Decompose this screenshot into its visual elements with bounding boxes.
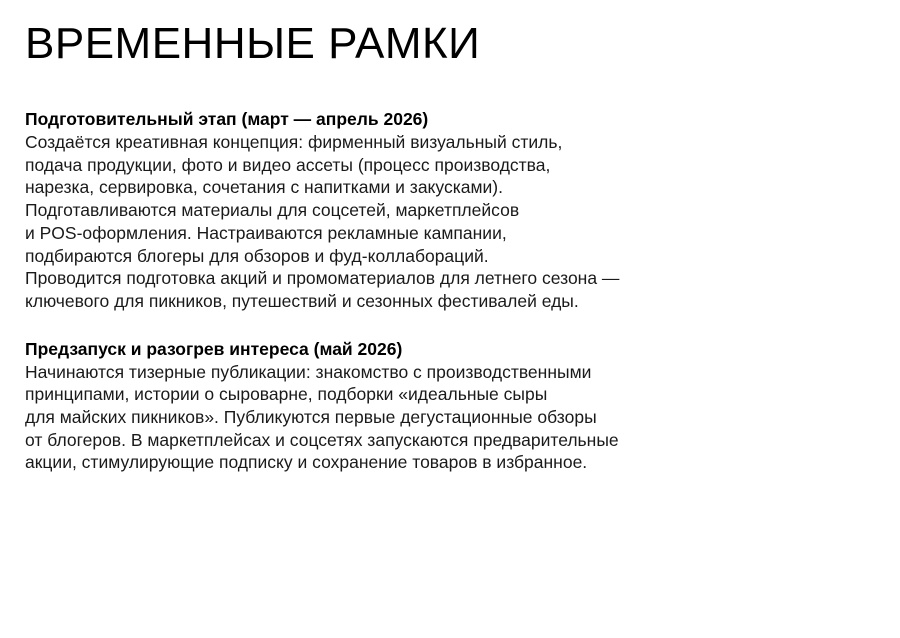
- section-prelaunch: [25, 338, 885, 475]
- section-heading: Предзапуск и разогрев интереса (май 2026): [25, 338, 403, 359]
- paragraph-line: Подготавливаются материалы для соцсетей, маркетплейсов: [25, 200, 520, 221]
- paragraph-line: и POS-оформления. Настраиваются рекламные кампании,: [25, 222, 507, 243]
- paragraph-line: Начинаются тизерные публикации: знакомство с производственными: [25, 361, 592, 382]
- paragraph-line: для майских пикников». Публикуются первые дегустационные обзоры: [25, 407, 597, 428]
- section-heading: Подготовительный этап (март — апрель 2026): [25, 109, 429, 129]
- paragraph-line: акции, стимулирующие подписку и сохранение товаров в избранное.: [25, 452, 588, 473]
- paragraph-line: ключевого для пикников, путешествий и сезонных фестивалей еды.: [25, 290, 579, 311]
- section-preparation: [25, 108, 885, 313]
- document-page: [25, 18, 885, 474]
- page-title: ВРЕМЕННЫЕ РАМКИ: [25, 19, 481, 68]
- paragraph-line: нарезка, сервировка, сочетания с напитками и закусками).: [25, 177, 503, 198]
- paragraph-line: Создаётся креативная концепция: фирменный визуальный стиль,: [25, 132, 563, 152]
- paragraph-line: Проводится подготовка акций и промоматериалов для летнего сезона —: [25, 268, 620, 289]
- paragraph-line: подача продукции, фото и видео ассеты (процесс производства,: [25, 154, 551, 175]
- paragraph-line: подбираются блогеры для обзоров и фуд-коллабораций.: [25, 245, 489, 266]
- paragraph-line: принципами, истории о сыроварне, подборки «идеальные сыры: [25, 384, 548, 405]
- paragraph-line: от блогеров. В маркетплейсах и соцсетях запускаются предварительные: [25, 429, 619, 450]
